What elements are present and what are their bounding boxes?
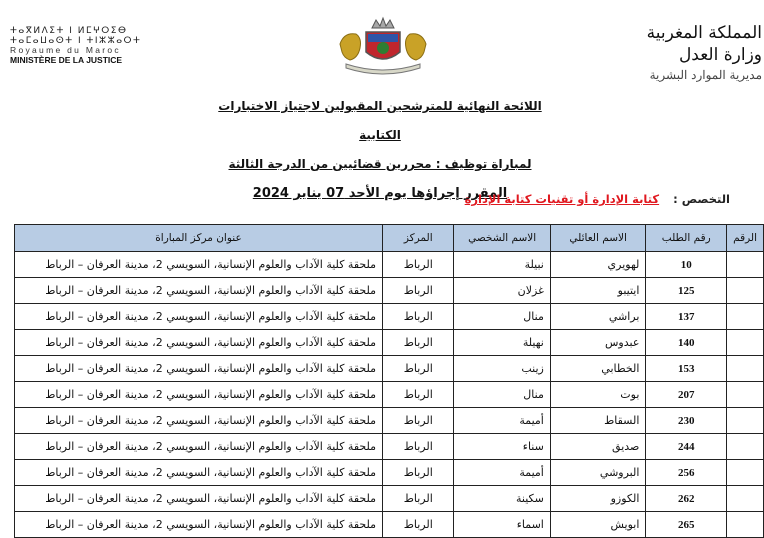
cell-center: الرباط bbox=[383, 304, 454, 330]
cell-request-no: 230 bbox=[646, 408, 727, 434]
cell-order bbox=[727, 382, 764, 408]
cell-center: الرباط bbox=[383, 460, 454, 486]
cell-request-no: 262 bbox=[646, 486, 727, 512]
ministry-label: وزارة العدل bbox=[678, 45, 762, 65]
cell-order bbox=[727, 304, 764, 330]
cell-family-name: الخطابي bbox=[550, 356, 646, 382]
cell-family-name: عبدوس bbox=[550, 330, 646, 356]
cell-center: الرباط bbox=[383, 434, 454, 460]
cell-family-name: صديق bbox=[550, 434, 646, 460]
table-row bbox=[15, 382, 764, 408]
cell-family-name: بوت bbox=[550, 382, 646, 408]
cell-first-name: نهيلة bbox=[454, 330, 550, 356]
table-row bbox=[15, 408, 764, 434]
specialty-prefix: التخصص : bbox=[673, 192, 730, 206]
document-title: اللائحة النهائية للمترشحين المقبولين لاجتياز الاختبارات الكتابية bbox=[218, 99, 542, 142]
cell-request-no: 10 bbox=[646, 252, 727, 278]
cell-address: ملحقة كلية الآداب والعلوم الإنسانية، السويسي 2، مدينة العرفان – الرباط bbox=[15, 460, 383, 486]
royaume-label: Royaume du Maroc bbox=[10, 45, 121, 55]
cell-family-name: ابويش bbox=[550, 512, 646, 538]
cell-order bbox=[727, 486, 764, 512]
header-request-no: رقم الطلب bbox=[646, 225, 727, 252]
cell-center: الرباط bbox=[383, 356, 454, 382]
cell-order bbox=[727, 512, 764, 538]
cell-family-name: براشي bbox=[550, 304, 646, 330]
cell-family-name: ايتيبو bbox=[550, 278, 646, 304]
table-header-row bbox=[15, 225, 764, 252]
cell-first-name: سناء bbox=[454, 434, 550, 460]
cell-center: الرباط bbox=[383, 512, 454, 538]
cell-order bbox=[727, 330, 764, 356]
cell-order bbox=[727, 356, 764, 382]
cell-family-name: الكوزو bbox=[550, 486, 646, 512]
tifinagh-line-1: ⵜⴰⴳⵍⴷⵉⵜ ⵏ ⵍⵎⵖⵔⵉⴱ bbox=[10, 26, 128, 36]
coat-of-arms-icon bbox=[336, 14, 430, 78]
cell-request-no: 256 bbox=[646, 460, 727, 486]
header-order: الرقم bbox=[727, 225, 764, 252]
cell-center: الرباط bbox=[383, 330, 454, 356]
kingdom-label: المملكة المغربية bbox=[646, 23, 762, 43]
table-row bbox=[15, 434, 764, 460]
letterhead-arabic bbox=[602, 22, 762, 84]
table-row bbox=[15, 278, 764, 304]
header-address: عنوان مركز المباراة bbox=[15, 225, 383, 252]
specialty-line bbox=[465, 192, 730, 206]
cell-request-no: 265 bbox=[646, 512, 727, 538]
tifinagh-line-2: ⵜⴰⵎⴰⵡⴰⵙⵜ ⵏ ⵜⵏⵣⵣⴰⵔⵜ bbox=[10, 36, 142, 46]
ministere-label: MINISTÈRE DE LA JUSTICE bbox=[10, 55, 123, 65]
cell-address: ملحقة كلية الآداب والعلوم الإنسانية، السويسي 2، مدينة العرفان – الرباط bbox=[15, 252, 383, 278]
cell-address: ملحقة كلية الآداب والعلوم الإنسانية، السويسي 2، مدينة العرفان – الرباط bbox=[15, 486, 383, 512]
cell-request-no: 140 bbox=[646, 330, 727, 356]
cell-family-name: لهويري bbox=[550, 252, 646, 278]
cell-request-no: 244 bbox=[646, 434, 727, 460]
cell-request-no: 207 bbox=[646, 382, 727, 408]
cell-first-name: اسماء bbox=[454, 512, 550, 538]
cell-address: ملحقة كلية الآداب والعلوم الإنسانية، السويسي 2، مدينة العرفان – الرباط bbox=[15, 278, 383, 304]
cell-first-name: منال bbox=[454, 304, 550, 330]
cell-address: ملحقة كلية الآداب والعلوم الإنسانية، السويسي 2، مدينة العرفان – الرباط bbox=[15, 330, 383, 356]
header-center: المركز bbox=[383, 225, 454, 252]
table-row bbox=[15, 356, 764, 382]
cell-order bbox=[727, 434, 764, 460]
cell-order bbox=[727, 252, 764, 278]
cell-center: الرباط bbox=[383, 278, 454, 304]
candidates-table bbox=[14, 224, 764, 538]
cell-family-name: البروشي bbox=[550, 460, 646, 486]
cell-request-no: 153 bbox=[646, 356, 727, 382]
cell-first-name: زينب bbox=[454, 356, 550, 382]
table-row bbox=[15, 486, 764, 512]
directorate-label: مديرية الموارد البشرية bbox=[649, 68, 762, 82]
cell-address: ملحقة كلية الآداب والعلوم الإنسانية، السويسي 2، مدينة العرفان – الرباط bbox=[15, 356, 383, 382]
table-row bbox=[15, 304, 764, 330]
cell-request-no: 137 bbox=[646, 304, 727, 330]
document-titles bbox=[200, 92, 560, 208]
cell-address: ملحقة كلية الآداب والعلوم الإنسانية، السويسي 2، مدينة العرفان – الرباط bbox=[15, 408, 383, 434]
cell-first-name: سكينة bbox=[454, 486, 550, 512]
exam-title: لمباراة توظيف : محررين قضائيين من الدرجة الثالثة bbox=[228, 157, 532, 171]
cell-request-no: 125 bbox=[646, 278, 727, 304]
cell-first-name: نبيلة bbox=[454, 252, 550, 278]
table-row bbox=[15, 460, 764, 486]
exam-date: المقرر إجراؤها يوم الأحد 07 يناير 2024 bbox=[252, 186, 508, 201]
cell-address: ملحقة كلية الآداب والعلوم الإنسانية، السويسي 2، مدينة العرفان – الرباط bbox=[15, 512, 383, 538]
cell-order bbox=[727, 408, 764, 434]
header-family-name: الاسم العائلي bbox=[550, 225, 646, 252]
header-first-name: الاسم الشخصي bbox=[454, 225, 550, 252]
table-row bbox=[15, 252, 764, 278]
table-row bbox=[15, 330, 764, 356]
table-row bbox=[15, 512, 764, 538]
cell-address: ملحقة كلية الآداب والعلوم الإنسانية، السويسي 2، مدينة العرفان – الرباط bbox=[15, 434, 383, 460]
cell-order bbox=[727, 278, 764, 304]
cell-first-name: منال bbox=[454, 382, 550, 408]
specialty-category: كتابة الإدارة أو تقنيات كتابة الإدارة bbox=[464, 192, 660, 206]
cell-first-name: أميمة bbox=[454, 460, 550, 486]
letterhead-french bbox=[10, 26, 150, 65]
cell-center: الرباط bbox=[383, 382, 454, 408]
cell-address: ملحقة كلية الآداب والعلوم الإنسانية، السويسي 2، مدينة العرفان – الرباط bbox=[15, 382, 383, 408]
cell-first-name: غزلان bbox=[454, 278, 550, 304]
cell-center: الرباط bbox=[383, 486, 454, 512]
cell-center: الرباط bbox=[383, 252, 454, 278]
cell-first-name: أميمة bbox=[454, 408, 550, 434]
cell-address: ملحقة كلية الآداب والعلوم الإنسانية، السويسي 2، مدينة العرفان – الرباط bbox=[15, 304, 383, 330]
cell-order bbox=[727, 460, 764, 486]
cell-family-name: السقاط bbox=[550, 408, 646, 434]
cell-center: الرباط bbox=[383, 408, 454, 434]
